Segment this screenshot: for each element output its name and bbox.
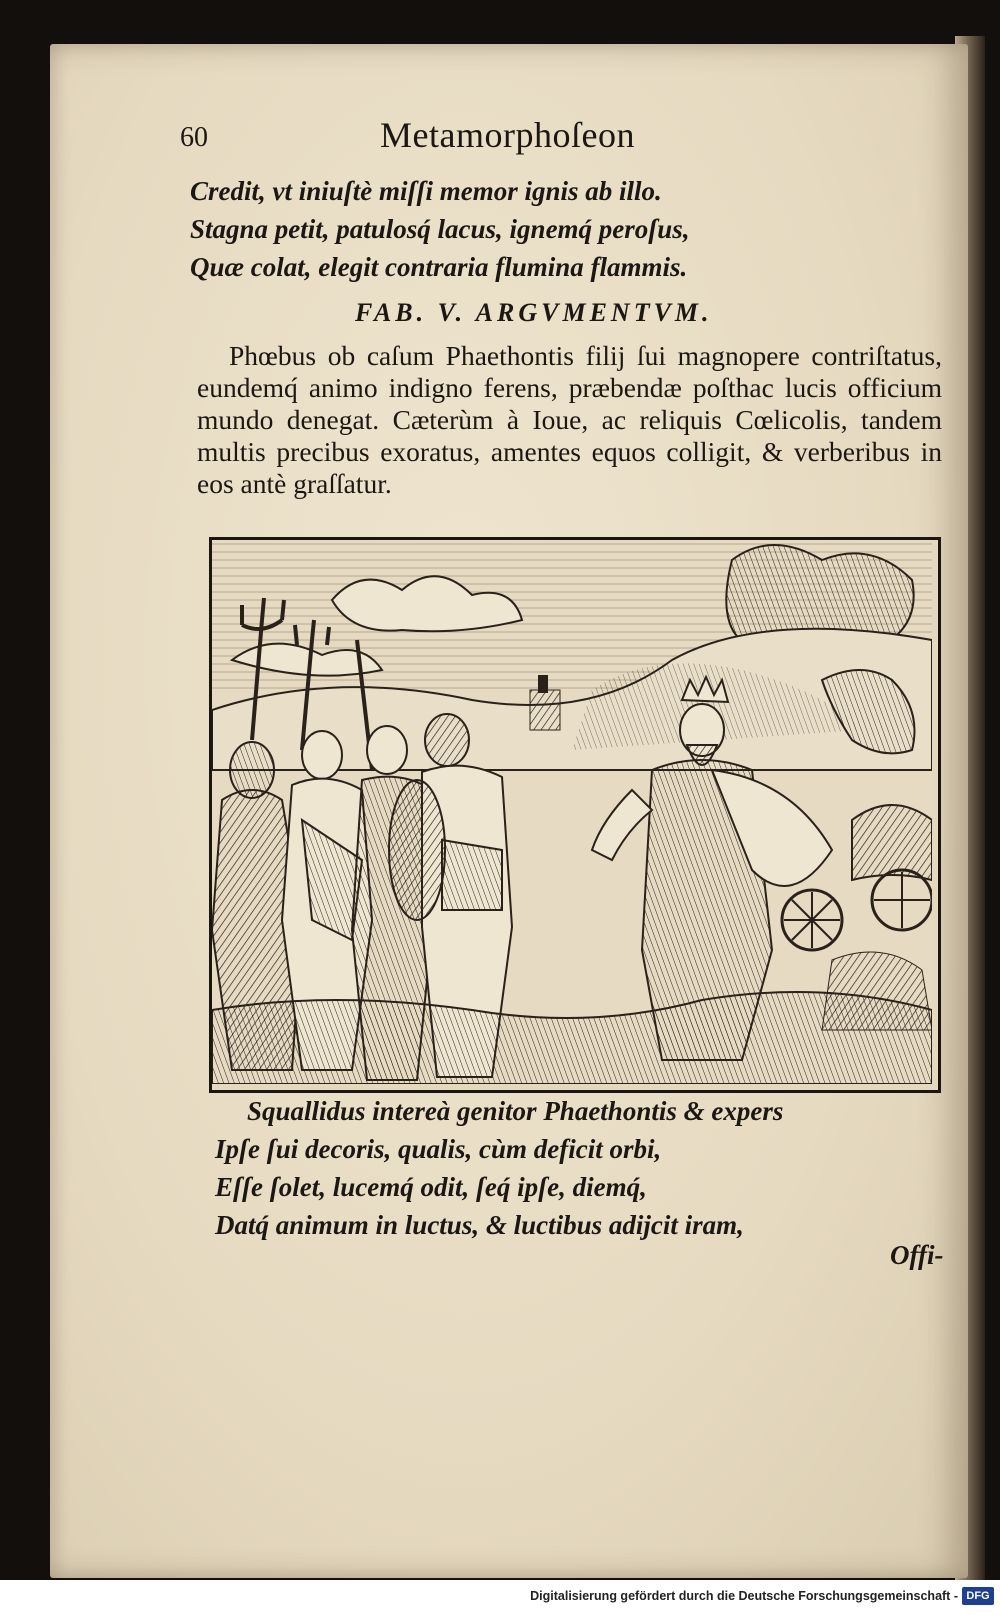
footer-bar <box>0 1580 1000 1615</box>
page-header <box>180 112 740 160</box>
woodcut-illustration <box>209 537 941 1093</box>
verse-line: Eſſe ſolet, lucemq́ odit, ſeq́ ipſe, diemq́, <box>215 1172 647 1202</box>
verse-line: Credit, vt iniuſtè miſſi memor ignis ab illo. <box>190 176 662 206</box>
verse-line: Stagna petit, patulosq́ lacus, ignemq́ peroſus, <box>190 214 690 244</box>
digitization-credit: Digitalisierung gefördert durch die Deutsche Forschungsgemeinschaft - <box>530 1589 958 1603</box>
verse-line: Ipſe ſui decoris, qualis, cùm deficit orbi, <box>215 1134 662 1164</box>
verse-line: Squallidus intereà genitor Phaethontis & expers <box>247 1096 784 1126</box>
woodcut-drawing <box>212 540 932 1084</box>
verse-line: Datq́ animum in luctus, & luctibus adijcit iram, <box>215 1210 744 1240</box>
argument-paragraph <box>197 340 942 500</box>
verse-block-bottom <box>215 1092 783 1244</box>
verse-line: Quæ colat, elegit contraria flumina flammis. <box>190 252 688 282</box>
dfg-logo: DFG <box>962 1587 994 1605</box>
fable-heading: FAB. V. ARGVMENTVM. <box>355 298 713 327</box>
verse-block-top <box>190 172 690 286</box>
page-number: 60 <box>180 122 208 153</box>
catchword: Offi- <box>890 1240 944 1270</box>
running-head: Metamorphoſeon <box>380 115 635 155</box>
argument-text: Phœbus ob caſum Phaethontis filij ſui magnopere contriſtatus, eundemq́ animo indigno ferens, præbendæ poſthac lucis officium mundo denegat. Cæterùm à Ioue, ac reliquis Cœlicolis, tandem multis precibus exoratus, amentes equos colligit, & verberibus in eos antè graſſatur. <box>197 340 942 499</box>
